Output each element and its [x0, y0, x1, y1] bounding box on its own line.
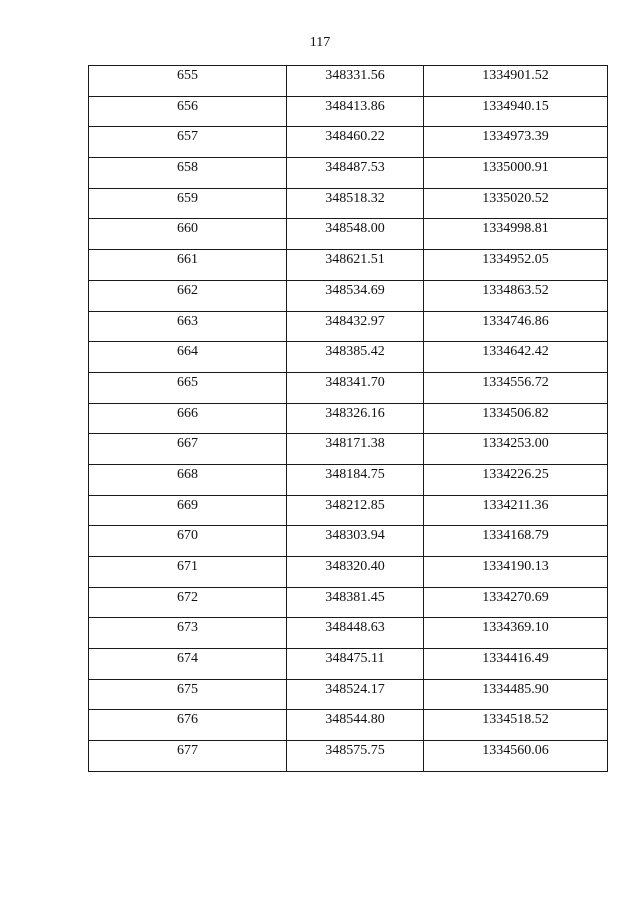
table-row — [89, 372, 608, 403]
table-row — [89, 495, 608, 526]
table-row — [89, 158, 608, 189]
x-coordinate-cell: 348184.75 — [287, 464, 424, 495]
y-coordinate-cell: 1334485.90 — [424, 679, 608, 710]
table-row — [89, 66, 608, 97]
x-coordinate-cell: 348518.32 — [287, 188, 424, 219]
table-row — [89, 188, 608, 219]
x-coordinate-cell: 348413.86 — [287, 96, 424, 127]
x-coordinate-cell: 348432.97 — [287, 311, 424, 342]
point-number-cell: 660 — [89, 219, 287, 250]
table-row — [89, 96, 608, 127]
y-coordinate-cell: 1334270.69 — [424, 587, 608, 618]
table-row — [89, 250, 608, 281]
point-number-cell: 658 — [89, 158, 287, 189]
point-number-cell: 674 — [89, 649, 287, 680]
coordinates-table-body — [89, 66, 608, 772]
point-number-cell: 669 — [89, 495, 287, 526]
x-coordinate-cell: 348548.00 — [287, 219, 424, 250]
y-coordinate-cell: 1335000.91 — [424, 158, 608, 189]
point-number-cell: 671 — [89, 557, 287, 588]
y-coordinate-cell: 1334190.13 — [424, 557, 608, 588]
table-row — [89, 311, 608, 342]
table-row — [89, 649, 608, 680]
y-coordinate-cell: 1334506.82 — [424, 403, 608, 434]
y-coordinate-cell: 1334940.15 — [424, 96, 608, 127]
x-coordinate-cell: 348621.51 — [287, 250, 424, 281]
point-number-cell: 675 — [89, 679, 287, 710]
table-row — [89, 741, 608, 772]
y-coordinate-cell: 1334560.06 — [424, 741, 608, 772]
y-coordinate-cell: 1334211.36 — [424, 495, 608, 526]
point-number-cell: 656 — [89, 96, 287, 127]
x-coordinate-cell: 348385.42 — [287, 342, 424, 373]
point-number-cell: 672 — [89, 587, 287, 618]
table-row — [89, 342, 608, 373]
table-row — [89, 219, 608, 250]
point-number-cell: 666 — [89, 403, 287, 434]
y-coordinate-cell: 1334642.42 — [424, 342, 608, 373]
coordinates-table — [88, 65, 608, 772]
x-coordinate-cell: 348326.16 — [287, 403, 424, 434]
y-coordinate-cell: 1334416.49 — [424, 649, 608, 680]
x-coordinate-cell: 348331.56 — [287, 66, 424, 97]
table-row — [89, 587, 608, 618]
x-coordinate-cell: 348303.94 — [287, 526, 424, 557]
y-coordinate-cell: 1334746.86 — [424, 311, 608, 342]
y-coordinate-cell: 1335020.52 — [424, 188, 608, 219]
x-coordinate-cell: 348171.38 — [287, 434, 424, 465]
x-coordinate-cell: 348575.75 — [287, 741, 424, 772]
point-number-cell: 661 — [89, 250, 287, 281]
y-coordinate-cell: 1334863.52 — [424, 280, 608, 311]
point-number-cell: 664 — [89, 342, 287, 373]
y-coordinate-cell: 1334168.79 — [424, 526, 608, 557]
y-coordinate-cell: 1334226.25 — [424, 464, 608, 495]
x-coordinate-cell: 348341.70 — [287, 372, 424, 403]
table-row — [89, 280, 608, 311]
point-number-cell: 665 — [89, 372, 287, 403]
x-coordinate-cell: 348460.22 — [287, 127, 424, 158]
point-number-cell: 676 — [89, 710, 287, 741]
point-number-cell: 673 — [89, 618, 287, 649]
x-coordinate-cell: 348475.11 — [287, 649, 424, 680]
table-row — [89, 526, 608, 557]
y-coordinate-cell: 1334952.05 — [424, 250, 608, 281]
y-coordinate-cell: 1334901.52 — [424, 66, 608, 97]
x-coordinate-cell: 348448.63 — [287, 618, 424, 649]
y-coordinate-cell: 1334998.81 — [424, 219, 608, 250]
x-coordinate-cell: 348524.17 — [287, 679, 424, 710]
x-coordinate-cell: 348381.45 — [287, 587, 424, 618]
y-coordinate-cell: 1334518.52 — [424, 710, 608, 741]
point-number-cell: 655 — [89, 66, 287, 97]
y-coordinate-cell: 1334369.10 — [424, 618, 608, 649]
table-row — [89, 710, 608, 741]
point-number-cell: 667 — [89, 434, 287, 465]
point-number-cell: 659 — [89, 188, 287, 219]
y-coordinate-cell: 1334253.00 — [424, 434, 608, 465]
point-number-cell: 670 — [89, 526, 287, 557]
y-coordinate-cell: 1334973.39 — [424, 127, 608, 158]
y-coordinate-cell: 1334556.72 — [424, 372, 608, 403]
point-number-cell: 663 — [89, 311, 287, 342]
table-row — [89, 618, 608, 649]
table-row — [89, 434, 608, 465]
table-row — [89, 679, 608, 710]
table-row — [89, 403, 608, 434]
x-coordinate-cell: 348487.53 — [287, 158, 424, 189]
table-row — [89, 557, 608, 588]
point-number-cell: 657 — [89, 127, 287, 158]
point-number-cell: 662 — [89, 280, 287, 311]
point-number-cell: 677 — [89, 741, 287, 772]
x-coordinate-cell: 348212.85 — [287, 495, 424, 526]
table-row — [89, 464, 608, 495]
x-coordinate-cell: 348320.40 — [287, 557, 424, 588]
point-number-cell: 668 — [89, 464, 287, 495]
table-row — [89, 127, 608, 158]
x-coordinate-cell: 348534.69 — [287, 280, 424, 311]
x-coordinate-cell: 348544.80 — [287, 710, 424, 741]
page-number: 117 — [309, 35, 331, 50]
